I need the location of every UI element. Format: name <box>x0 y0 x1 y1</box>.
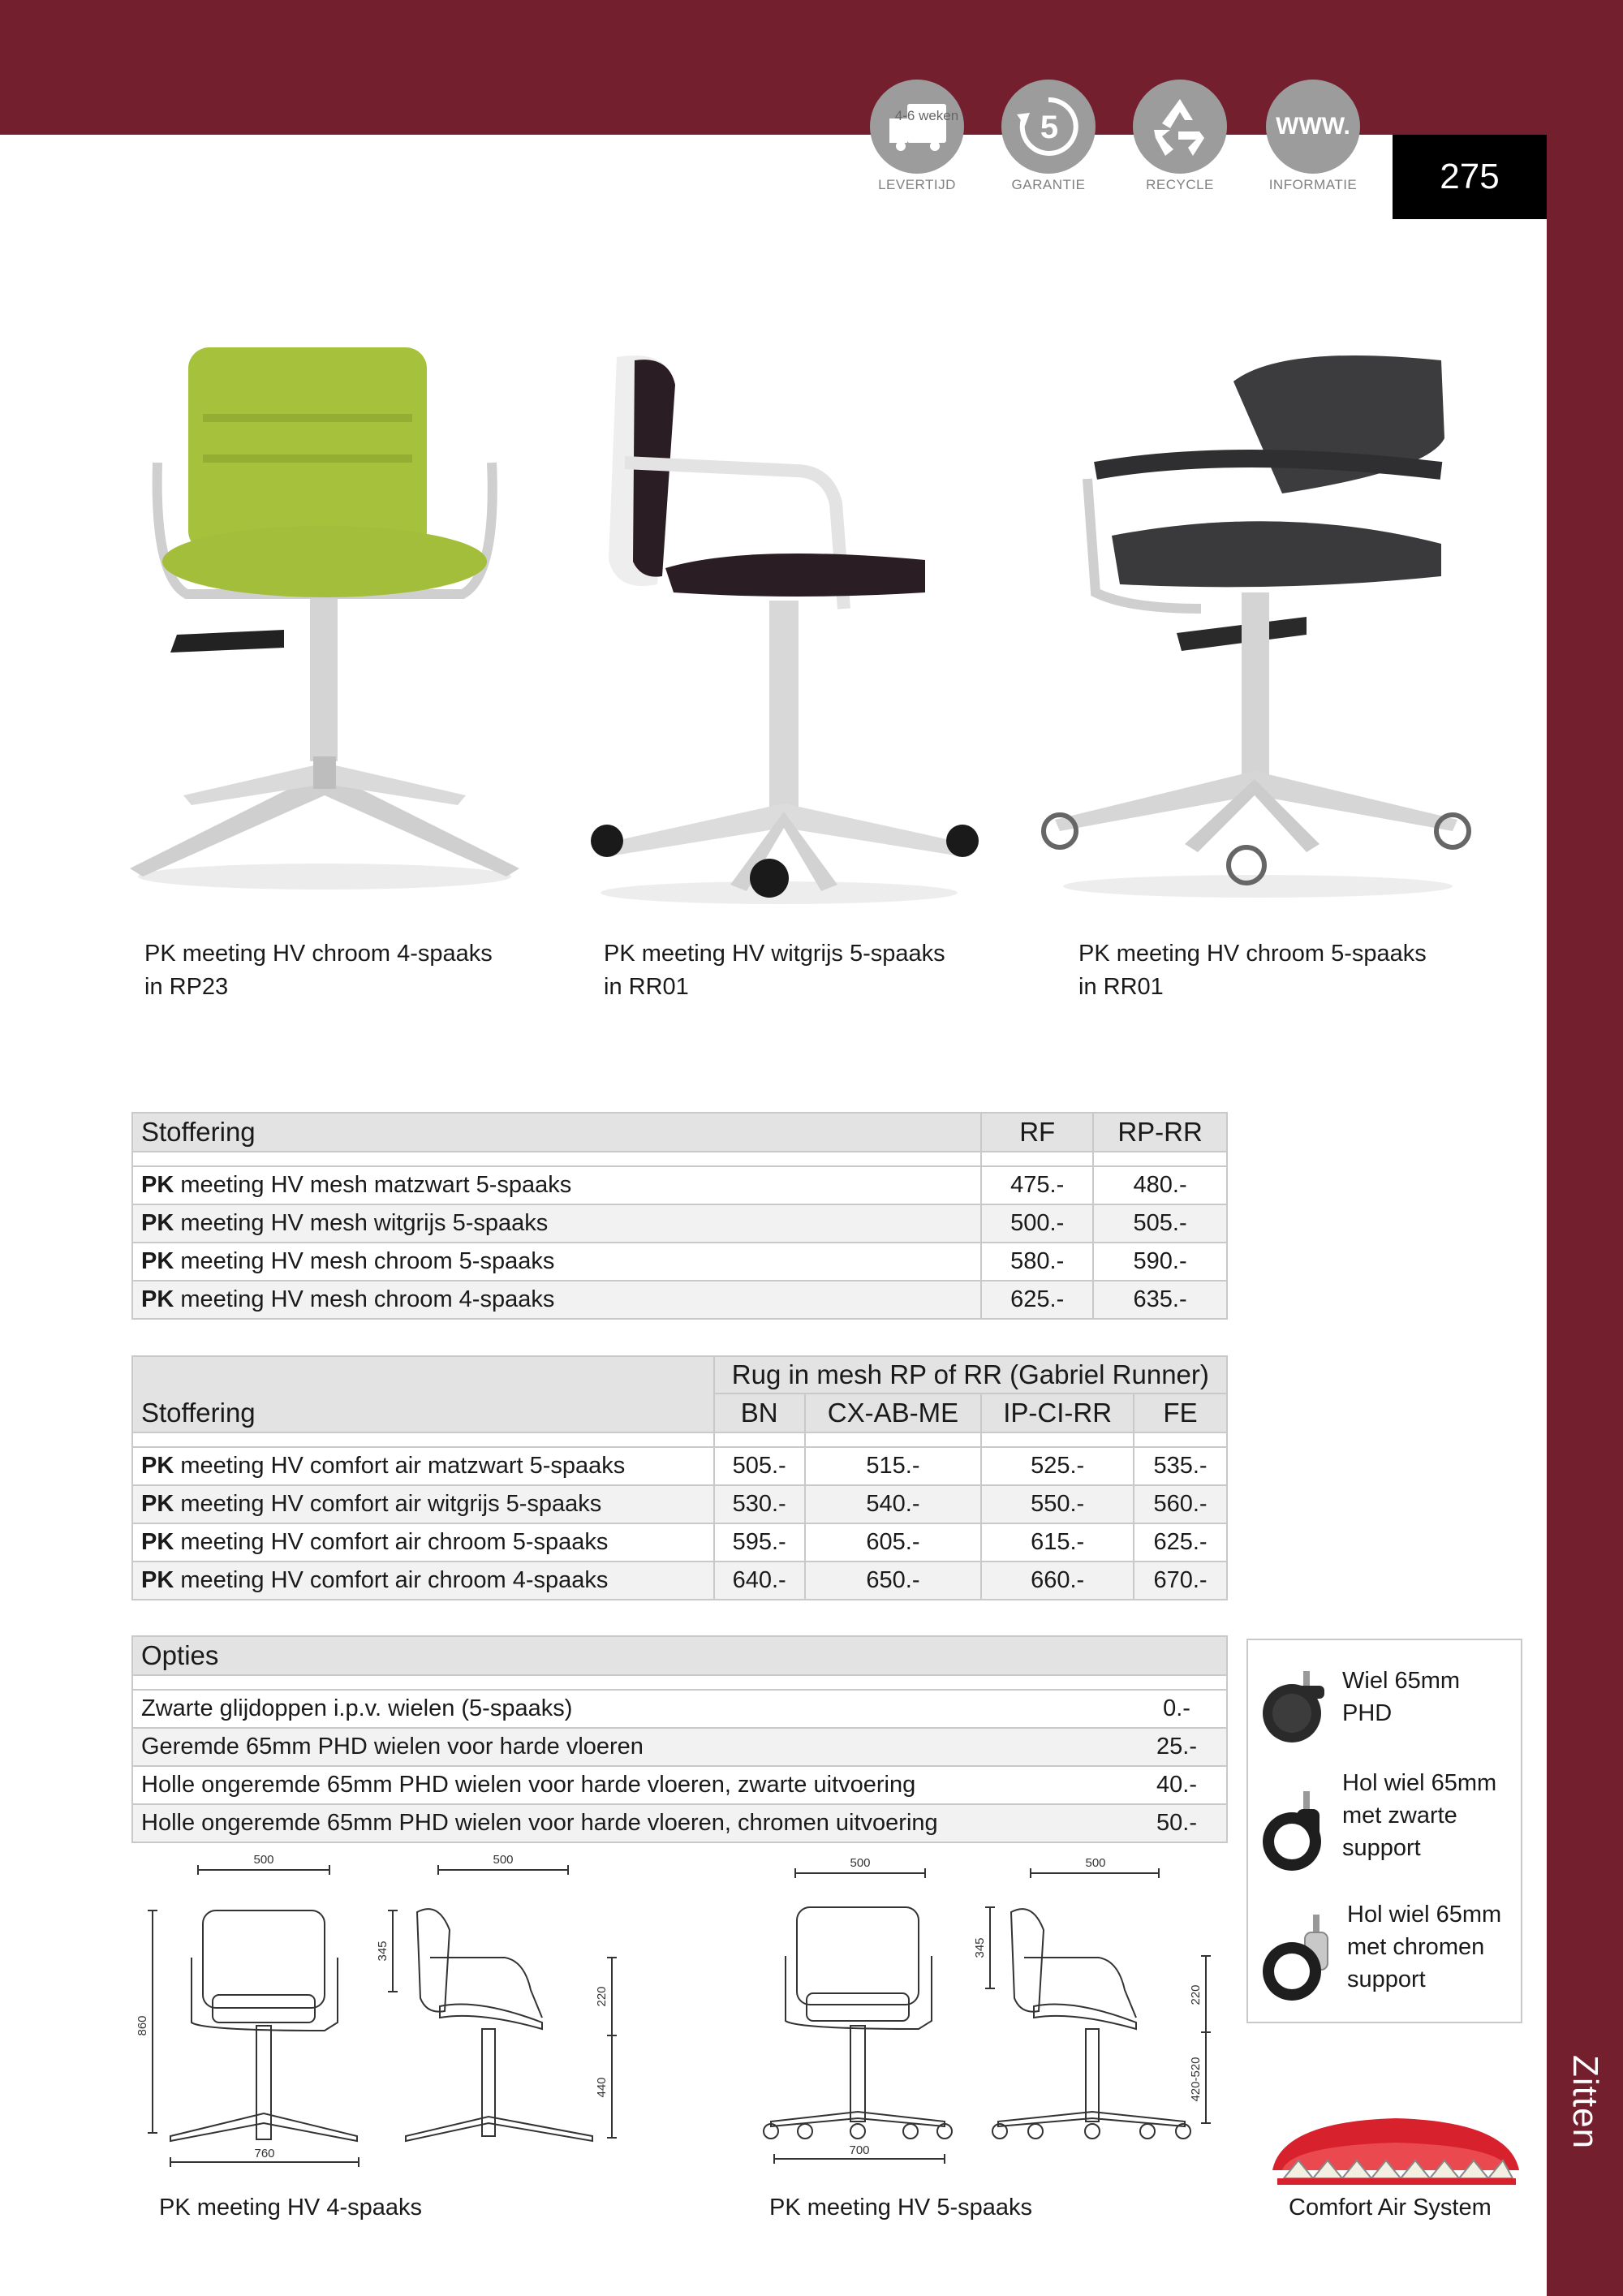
price-table-comfort-air <box>131 1355 1228 1600</box>
badge-weeks-text: 4-6 weken <box>894 108 959 123</box>
right-side-band <box>1547 0 1623 2296</box>
page-number: 275 <box>1393 135 1547 219</box>
technical-drawing-4-star <box>138 1852 641 2172</box>
chair-photo-green-4-star <box>122 341 527 893</box>
wheel-label: Wiel 65mm PHD <box>1342 1668 1461 1726</box>
warranty-5-icon <box>1001 80 1096 174</box>
dim-height: 860 <box>136 2015 149 2036</box>
table-header <box>132 1636 1227 1675</box>
group-header: Rug in mesh RP of RR (Gabriel Runner) <box>714 1356 1227 1394</box>
col-header-rp-rr: RP-RR <box>1093 1113 1227 1152</box>
table-row: PK meeting HV mesh matzwart 5-spaaks 475.- 480.- <box>132 1166 1227 1204</box>
www-icon[interactable] <box>1266 80 1360 174</box>
www-text: WWW. <box>1276 113 1350 140</box>
wheel-item-phd <box>1248 1656 1521 1754</box>
col-header-stoffering: Stoffering <box>132 1394 714 1432</box>
badge-label: GARANTIE <box>1011 177 1086 192</box>
table-group-header <box>132 1356 1227 1394</box>
product-caption: PK meeting HV chroom 5-spaaks in RR01 <box>1078 941 1427 1000</box>
caster-wheel-icon <box>1256 1671 1334 1744</box>
warranty-years: 5 <box>1040 110 1059 145</box>
table-row: Holle ongeremde 65mm PHD wielen voor harde vloeren, zwarte uitvoering 40.- <box>132 1766 1227 1804</box>
technical-drawing-5-star <box>755 1855 1225 2173</box>
comfort-air-cushion-image <box>1266 2110 1526 2191</box>
dim-base: 760 <box>254 2147 275 2160</box>
dim-arm: 220 <box>1189 1984 1203 2005</box>
hollow-wheel-chrome-icon <box>1256 1915 1334 2004</box>
options-table <box>131 1635 1228 1843</box>
product-caption: PK meeting HV witgrijs 5-spaaks in RR01 <box>604 941 945 1000</box>
badge-recycle <box>1131 80 1229 193</box>
delivery-truck-icon <box>870 80 964 174</box>
col-header-fe: FE <box>1134 1394 1227 1432</box>
table-row: Holle ongeremde 65mm PHD wielen voor harde vloeren, chromen uitvoering 50.- <box>132 1804 1227 1842</box>
dim-seat: 440 <box>595 2077 609 2098</box>
table-row: PK meeting HV comfort air matzwart 5-spaaks 505.- 515.- 525.- 535.- <box>132 1447 1227 1485</box>
hollow-wheel-black-icon <box>1256 1791 1334 1872</box>
wheel-item-black-support <box>1248 1767 1521 1889</box>
wheel-item-chrome-support <box>1248 1898 1521 2020</box>
table-row: Zwarte glijdoppen i.p.v. wielen (5-spaaks) 0.- <box>132 1690 1227 1728</box>
table-row: Geremde 65mm PHD wielen voor harde vloeren 25.- <box>132 1728 1227 1766</box>
chair-photo-chrome-5-star <box>1039 349 1477 901</box>
price-table-mesh <box>131 1112 1228 1320</box>
wheel-options-box <box>1246 1639 1522 2023</box>
col-header-opties: Opties <box>132 1636 1227 1675</box>
wheel-label: Hol wiel 65mm met zwarte support <box>1342 1770 1497 1861</box>
badge-label: LEVERTIJD <box>878 177 956 192</box>
dim-side-width: 500 <box>1085 1856 1106 1870</box>
dim-back: 345 <box>376 1941 390 1962</box>
col-header-rf: RF <box>981 1113 1093 1152</box>
table-row: PK meeting HV mesh chroom 4-spaaks 625.- 635.- <box>132 1281 1227 1319</box>
col-header-ip-ci-rr: IP-CI-RR <box>981 1394 1134 1432</box>
dim-side-width: 500 <box>493 1853 514 1867</box>
badge-label: RECYCLE <box>1146 177 1214 192</box>
dim-front-width: 500 <box>850 1856 871 1870</box>
table-header <box>132 1394 1227 1432</box>
drawing-caption-5-star: PK meeting HV 5-spaaks <box>769 2195 1032 2221</box>
section-label: Zitten <box>1565 2054 1605 2150</box>
drawing-caption-4-star: PK meeting HV 4-spaaks <box>159 2195 422 2221</box>
comfort-air-caption: Comfort Air System <box>1289 2195 1492 2221</box>
col-header-stoffering: Stoffering <box>132 1113 981 1152</box>
badge-levertijd <box>868 80 966 193</box>
badge-label: INFORMATIE <box>1268 177 1358 192</box>
chair-photo-white-5-star <box>584 349 974 909</box>
table-row: PK meeting HV mesh chroom 5-spaaks 580.- 590.- <box>132 1243 1227 1281</box>
dim-base: 700 <box>849 2143 870 2157</box>
col-header-cx-ab-me: CX-AB-ME <box>805 1394 982 1432</box>
table-row: PK meeting HV comfort air chroom 4-spaaks 640.- 650.- 660.- 670.- <box>132 1562 1227 1600</box>
badge-garantie <box>1000 80 1097 193</box>
dim-front-width: 500 <box>253 1853 274 1867</box>
table-row: PK meeting HV comfort air chroom 5-spaaks 595.- 605.- 615.- 625.- <box>132 1523 1227 1562</box>
top-band <box>0 0 1623 135</box>
table-header <box>132 1113 1227 1152</box>
dim-back: 345 <box>973 1937 987 1958</box>
table-row: PK meeting HV comfort air witgrijs 5-spaaks 530.- 540.- 550.- 560.- <box>132 1485 1227 1523</box>
table-row: PK meeting HV mesh witgrijs 5-spaaks 500.- 505.- <box>132 1204 1227 1243</box>
dim-seat: 420-520 <box>1189 2057 1203 2102</box>
col-header-bn: BN <box>714 1394 805 1432</box>
wheel-label: Hol wiel 65mm met chromen support <box>1347 1902 1502 1992</box>
dim-arm: 220 <box>595 1986 609 2007</box>
product-caption: PK meeting HV chroom 4-spaaks in RP23 <box>144 941 493 1000</box>
recycle-icon <box>1133 80 1227 174</box>
badge-informatie <box>1264 80 1362 193</box>
